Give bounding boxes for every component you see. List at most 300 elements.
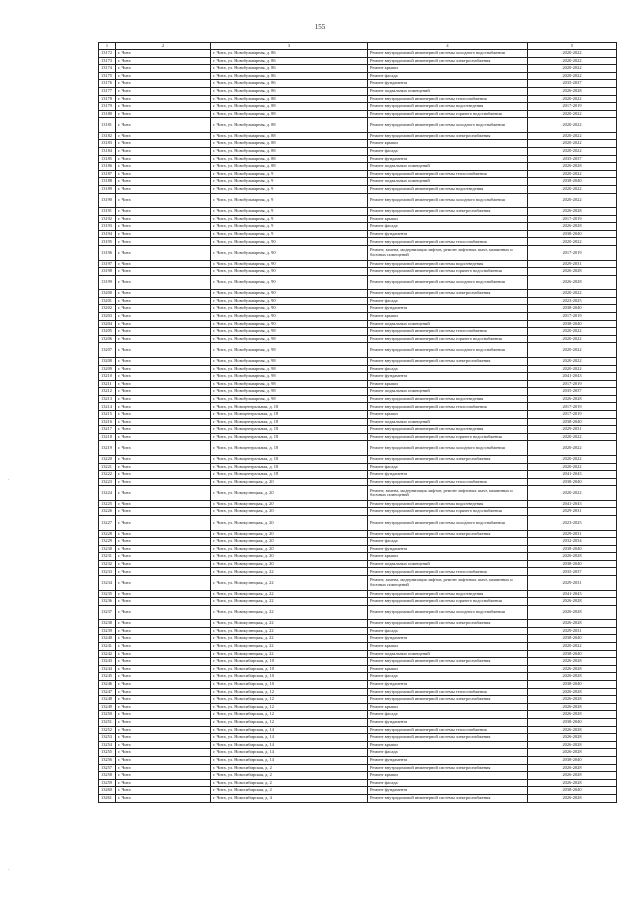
table-row [99, 643, 617, 651]
work-type-cell: Ремонт крыши [368, 215, 528, 223]
row-number: 13228 [99, 530, 116, 538]
row-number: 13213 [99, 395, 116, 403]
address-cell: г. Чита, ул. Новокузнецкая, д. 22 [211, 650, 368, 658]
address-cell: г. Чита, ул. Новосибирская, д. 10 [211, 658, 368, 666]
work-type-cell: Ремонт фасада [368, 673, 528, 681]
row-number: 13221 [99, 463, 116, 471]
row-number: 13189 [99, 186, 116, 194]
municipality-cell: г. Чита [116, 87, 211, 95]
address-cell: г. Чита, ул. Новокузнецкая, д. 20 [211, 530, 368, 538]
municipality-cell: г. Чита [116, 553, 211, 561]
municipality-cell: г. Чита [116, 741, 211, 749]
row-number: 13250 [99, 711, 116, 719]
work-type-cell: Ремонт внутридомовой инженерной системы холодного водоснабжения [368, 50, 528, 58]
address-cell: г. Чита, ул. Новобульварная, д. 90 [211, 238, 368, 246]
table-row [99, 545, 617, 553]
period-cell: 2017-2019 [528, 411, 617, 419]
work-type-cell: Ремонт внутридомовой инженерной системы горячего водоснабжения [368, 268, 528, 276]
municipality-cell: г. Чита [116, 665, 211, 673]
work-type-cell: Ремонт внутридомовой инженерной системы холодного водоснабжения [368, 275, 528, 290]
table-row [99, 734, 617, 742]
period-cell: 2026-2028 [528, 275, 617, 290]
table-row [99, 749, 617, 757]
table-row [99, 320, 617, 328]
table-row [99, 772, 617, 780]
period-cell: 2017-2019 [528, 380, 617, 388]
work-type-cell: Ремонт внутридомовой инженерной системы электроснабжения [368, 208, 528, 216]
row-number: 13234 [99, 576, 116, 591]
address-cell: г. Чита, ул. Новобульварная, д. 98 [211, 395, 368, 403]
table-row [99, 193, 617, 208]
table-row [99, 673, 617, 681]
row-number: 13196 [99, 246, 116, 261]
municipality-cell: г. Чита [116, 305, 211, 313]
row-number: 13205 [99, 328, 116, 336]
row-number: 13187 [99, 170, 116, 178]
table-row [99, 65, 617, 73]
work-type-cell: Ремонт крыши [368, 703, 528, 711]
table-row [99, 590, 617, 598]
municipality-cell: г. Чита [116, 290, 211, 298]
work-type-cell: Ремонт, замена, модернизация лифтов, ремонт лифтовых шахт, машинных и блочных помещений [368, 246, 528, 261]
row-number: 13225 [99, 500, 116, 508]
period-cell: 2029-2031 [528, 576, 617, 591]
row-number: 13240 [99, 635, 116, 643]
row-number: 13181 [99, 118, 116, 133]
row-number: 13206 [99, 335, 116, 343]
address-cell: г. Чита, ул. Новосибирская, д. 10 [211, 673, 368, 681]
address-cell: г. Чита, ул. Новобульварная, д. 88 [211, 155, 368, 163]
table-row [99, 688, 617, 696]
row-number: 13199 [99, 275, 116, 290]
column-number-row [99, 43, 617, 50]
municipality-cell: г. Чита [116, 530, 211, 538]
municipality-cell: г. Чита [116, 103, 211, 111]
municipality-cell: г. Чита [116, 772, 211, 780]
table-row [99, 246, 617, 261]
period-cell: 2041-2043 [528, 471, 617, 479]
municipality-cell: г. Чита [116, 627, 211, 635]
work-type-cell: Ремонт фундамента [368, 635, 528, 643]
table-row [99, 357, 617, 365]
municipality-cell: г. Чита [116, 403, 211, 411]
table-row [99, 380, 617, 388]
period-cell: 2026-2028 [528, 764, 617, 772]
address-cell: г. Чита, ул. Новобульварная, д. 9 [211, 230, 368, 238]
work-type-cell: Ремонт фасада [368, 72, 528, 80]
period-cell: 2020-2022 [528, 118, 617, 133]
period-cell: 2026-2028 [528, 734, 617, 742]
column-header: 4 [368, 43, 528, 50]
table-row [99, 463, 617, 471]
work-type-cell: Ремонт внутридомовой инженерной системы водоотведения [368, 426, 528, 434]
row-number: 13224 [99, 486, 116, 501]
municipality-cell: г. Чита [116, 500, 211, 508]
address-cell: г. Чита, ул. Новокузнецкая, д. 22 [211, 576, 368, 591]
municipality-cell: г. Чита [116, 223, 211, 231]
table-row [99, 403, 617, 411]
address-cell: г. Чита, ул. Новосибирская, д. 12 [211, 703, 368, 711]
work-type-cell: Ремонт подвальных помещений [368, 388, 528, 396]
municipality-cell: г. Чита [116, 80, 211, 88]
period-cell: 2020-2022 [528, 238, 617, 246]
period-cell: 2029-2031 [528, 508, 617, 516]
period-cell: 2038-2040 [528, 681, 617, 689]
work-type-cell: Ремонт внутридомовой инженерной системы холодного водоснабжения [368, 193, 528, 208]
table-row [99, 696, 617, 704]
row-number: 13242 [99, 650, 116, 658]
municipality-cell: г. Чита [116, 357, 211, 365]
address-cell: г. Чита, ул. Новобульварная, д. 88 [211, 140, 368, 148]
row-number: 13176 [99, 80, 116, 88]
address-cell: г. Чита, ул. Новокузнецкая, д. 20 [211, 538, 368, 546]
table-row [99, 620, 617, 628]
work-type-cell: Ремонт внутридомовой инженерной системы водоотведения [368, 186, 528, 194]
address-cell: г. Чита, ул. Новоцентральная, д. 18 [211, 463, 368, 471]
work-type-cell: Ремонт фундамента [368, 230, 528, 238]
work-type-cell: Ремонт внутридомовой инженерной системы электроснабжения [368, 132, 528, 140]
row-number: 13239 [99, 627, 116, 635]
row-number: 13217 [99, 426, 116, 434]
work-type-cell: Ремонт внутридомовой инженерной системы холодного водоснабжения [368, 441, 528, 456]
row-number: 13258 [99, 772, 116, 780]
municipality-cell: г. Чита [116, 658, 211, 666]
address-cell: г. Чита, ул. Новокузнецкая, д. 20 [211, 560, 368, 568]
work-type-cell: Ремонт фасада [368, 223, 528, 231]
period-cell: 2038-2040 [528, 305, 617, 313]
period-cell: 2023-2025 [528, 516, 617, 531]
table-row [99, 764, 617, 772]
address-cell: г. Чита, ул. Новобульварная, д. 86 [211, 57, 368, 65]
table-row [99, 373, 617, 381]
period-cell: 2038-2040 [528, 320, 617, 328]
period-cell: 2020-2022 [528, 193, 617, 208]
address-cell: г. Чита, ул. Новосибирская, д. 2 [211, 787, 368, 795]
row-number: 13219 [99, 441, 116, 456]
address-cell: г. Чита, ул. Новокузнецкая, д. 20 [211, 508, 368, 516]
address-cell: г. Чита, ул. Новосибирская, д. 14 [211, 734, 368, 742]
period-cell: 2020-2022 [528, 455, 617, 463]
address-cell: г. Чита, ул. Новобульварная, д. 98 [211, 335, 368, 343]
table-row [99, 500, 617, 508]
address-cell: г. Чита, ул. Новобульварная, д. 90 [211, 305, 368, 313]
table-row [99, 455, 617, 463]
row-number: 13198 [99, 268, 116, 276]
period-cell: 2026-2028 [528, 163, 617, 171]
period-cell: 2026-2028 [528, 605, 617, 620]
row-number: 13218 [99, 433, 116, 441]
address-cell: г. Чита, ул. Новокузнецкая, д. 20 [211, 478, 368, 486]
column-header: 2 [116, 43, 211, 50]
table-row [99, 87, 617, 95]
municipality-cell: г. Чита [116, 365, 211, 373]
period-cell: 2026-2028 [528, 553, 617, 561]
address-cell: г. Чита, ул. Новосибирская, д. 12 [211, 696, 368, 704]
work-type-cell: Ремонт крыши [368, 553, 528, 561]
row-number: 13211 [99, 380, 116, 388]
period-cell: 2026-2028 [528, 703, 617, 711]
period-cell: 2026-2028 [528, 772, 617, 780]
period-cell: 2038-2040 [528, 650, 617, 658]
table-row [99, 343, 617, 358]
table-row [99, 223, 617, 231]
address-cell: г. Чита, ул. Новобульварная, д. 9 [211, 178, 368, 186]
table-row [99, 57, 617, 65]
row-number: 13210 [99, 373, 116, 381]
period-cell: 2026-2028 [528, 741, 617, 749]
work-type-cell: Ремонт крыши [368, 313, 528, 321]
municipality-cell: г. Чита [116, 65, 211, 73]
row-number: 13261 [99, 794, 116, 802]
scan-mark: · [8, 868, 10, 873]
municipality-cell: г. Чита [116, 215, 211, 223]
address-cell: г. Чита, ул. Новобульварная, д. 9 [211, 208, 368, 216]
work-type-cell: Ремонт подвальных помещений [368, 320, 528, 328]
table-row [99, 140, 617, 148]
table-row [99, 650, 617, 658]
work-type-cell: Ремонт внутридомовой инженерной системы холодного водоснабжения [368, 516, 528, 531]
work-type-cell: Ремонт внутридомовой инженерной системы водоотведения [368, 103, 528, 111]
municipality-cell: г. Чита [116, 230, 211, 238]
row-number: 13241 [99, 643, 116, 651]
address-cell: г. Чита, ул. Новокузнецкая, д. 20 [211, 486, 368, 501]
municipality-cell: г. Чита [116, 455, 211, 463]
municipality-cell: г. Чита [116, 605, 211, 620]
address-cell: г. Чита, ул. Новобульварная, д. 90 [211, 313, 368, 321]
work-type-cell: Ремонт внутридомовой инженерной системы электроснабжения [368, 290, 528, 298]
work-type-cell: Ремонт внутридомовой инженерной системы электроснабжения [368, 530, 528, 538]
municipality-cell: г. Чита [116, 148, 211, 156]
address-cell: г. Чита, ул. Новобульварная, д. 9 [211, 223, 368, 231]
row-number: 13182 [99, 132, 116, 140]
row-number: 13185 [99, 155, 116, 163]
period-cell: 2032-2034 [528, 538, 617, 546]
address-cell: г. Чита, ул. Новобульварная, д. 98 [211, 388, 368, 396]
municipality-cell: г. Чита [116, 343, 211, 358]
address-cell: г. Чита, ул. Новокузнецкая, д. 22 [211, 635, 368, 643]
address-cell: г. Чита, ул. Новобульварная, д. 86 [211, 87, 368, 95]
table-row [99, 238, 617, 246]
row-number: 13190 [99, 193, 116, 208]
column-header: 1 [99, 43, 116, 50]
address-cell: г. Чита, ул. Новобульварная, д. 98 [211, 365, 368, 373]
work-type-cell: Ремонт крыши [368, 65, 528, 73]
address-cell: г. Чита, ул. Новобульварная, д. 88 [211, 95, 368, 103]
municipality-cell: г. Чита [116, 95, 211, 103]
address-cell: г. Чита, ул. Новоцентральная, д. 18 [211, 426, 368, 434]
period-cell: 2026-2028 [528, 598, 617, 606]
row-number: 13191 [99, 208, 116, 216]
work-type-cell: Ремонт фундамента [368, 80, 528, 88]
period-cell: 2029-2031 [528, 627, 617, 635]
row-number: 13179 [99, 103, 116, 111]
municipality-cell: г. Чита [116, 275, 211, 290]
address-cell: г. Чита, ул. Новобульварная, д. 88 [211, 132, 368, 140]
table-row [99, 794, 617, 802]
row-number: 13227 [99, 516, 116, 531]
address-cell: г. Чита, ул. Новокузнецкая, д. 22 [211, 620, 368, 628]
work-type-cell: Ремонт внутридомовой инженерной системы теплоснабжения [368, 688, 528, 696]
municipality-cell: г. Чита [116, 471, 211, 479]
municipality-cell: г. Чита [116, 576, 211, 591]
row-number: 13230 [99, 545, 116, 553]
address-cell: г. Чита, ул. Новоцентральная, д. 18 [211, 441, 368, 456]
municipality-cell: г. Чита [116, 208, 211, 216]
row-number: 13235 [99, 590, 116, 598]
period-cell: 2026-2028 [528, 268, 617, 276]
period-cell: 2017-2019 [528, 403, 617, 411]
period-cell: 2026-2028 [528, 87, 617, 95]
address-cell: г. Чита, ул. Новосибирская, д. 2 [211, 764, 368, 772]
table-row [99, 779, 617, 787]
row-number: 13231 [99, 553, 116, 561]
address-cell: г. Чита, ул. Новобульварная, д. 88 [211, 103, 368, 111]
table-row [99, 726, 617, 734]
row-number: 13220 [99, 455, 116, 463]
address-cell: г. Чита, ул. Новосибирская, д. 4 [211, 794, 368, 802]
address-cell: г. Чита, ул. Новоцентральная, д. 18 [211, 403, 368, 411]
address-cell: г. Чита, ул. Новоцентральная, д. 18 [211, 433, 368, 441]
row-number: 13200 [99, 290, 116, 298]
period-cell: 2026-2028 [528, 696, 617, 704]
address-cell: г. Чита, ул. Новобульварная, д. 98 [211, 373, 368, 381]
row-number: 13248 [99, 696, 116, 704]
municipality-cell: г. Чита [116, 411, 211, 419]
table-row [99, 260, 617, 268]
municipality-cell: г. Чита [116, 328, 211, 336]
period-cell: 2020-2022 [528, 50, 617, 58]
work-type-cell: Ремонт фасада [368, 365, 528, 373]
table-row [99, 290, 617, 298]
period-cell: 2020-2022 [528, 186, 617, 194]
period-cell: 2026-2028 [528, 665, 617, 673]
municipality-cell: г. Чита [116, 787, 211, 795]
period-cell: 2038-2040 [528, 230, 617, 238]
municipality-cell: г. Чита [116, 463, 211, 471]
row-number: 13177 [99, 87, 116, 95]
address-cell: г. Чита, ул. Новосибирская, д. 14 [211, 749, 368, 757]
table-row [99, 471, 617, 479]
address-cell: г. Чита, ул. Новобульварная, д. 90 [211, 268, 368, 276]
work-type-cell: Ремонт внутридомовой инженерной системы теплоснабжения [368, 403, 528, 411]
municipality-cell: г. Чита [116, 478, 211, 486]
municipality-cell: г. Чита [116, 711, 211, 719]
period-cell: 2020-2022 [528, 65, 617, 73]
table-row [99, 787, 617, 795]
table-row [99, 508, 617, 516]
address-cell: г. Чита, ул. Новокузнецкая, д. 20 [211, 545, 368, 553]
address-cell: г. Чита, ул. Новобульварная, д. 90 [211, 290, 368, 298]
address-cell: г. Чита, ул. Новосибирская, д. 2 [211, 779, 368, 787]
address-cell: г. Чита, ул. Новосибирская, д. 14 [211, 741, 368, 749]
table-row [99, 530, 617, 538]
municipality-cell: г. Чита [116, 749, 211, 757]
row-number: 13215 [99, 411, 116, 419]
municipality-cell: г. Чита [116, 545, 211, 553]
period-cell: 2020-2022 [528, 357, 617, 365]
page-number: 155 [314, 23, 326, 31]
period-cell: 2038-2040 [528, 478, 617, 486]
period-cell: 2026-2028 [528, 726, 617, 734]
address-cell: г. Чита, ул. Новокузнецкая, д. 22 [211, 627, 368, 635]
period-cell: 2020-2022 [528, 335, 617, 343]
address-cell: г. Чита, ул. Новокузнецкая, д. 22 [211, 568, 368, 576]
table-row [99, 605, 617, 620]
municipality-cell: г. Чита [116, 178, 211, 186]
address-cell: г. Чита, ул. Новосибирская, д. 14 [211, 726, 368, 734]
row-number: 13233 [99, 568, 116, 576]
municipality-cell: г. Чита [116, 516, 211, 531]
address-cell: г. Чита, ул. Новобульварная, д. 86 [211, 65, 368, 73]
address-cell: г. Чита, ул. Новобульварная, д. 88 [211, 118, 368, 133]
row-number: 13193 [99, 223, 116, 231]
municipality-cell: г. Чита [116, 72, 211, 80]
row-number: 13236 [99, 598, 116, 606]
work-type-cell: Ремонт крыши [368, 140, 528, 148]
period-cell: 2035-2037 [528, 80, 617, 88]
address-cell: г. Чита, ул. Новоцентральная, д. 18 [211, 411, 368, 419]
row-number: 13256 [99, 756, 116, 764]
table-row [99, 598, 617, 606]
period-cell: 2020-2022 [528, 110, 617, 118]
address-cell: г. Чита, ул. Новокузнецкая, д. 22 [211, 605, 368, 620]
period-cell: 2020-2022 [528, 343, 617, 358]
address-cell: г. Чита, ул. Новобульварная, д. 90 [211, 275, 368, 290]
work-type-cell: Ремонт фундамента [368, 471, 528, 479]
row-number: 13245 [99, 673, 116, 681]
work-type-cell: Ремонт фундамента [368, 681, 528, 689]
period-cell: 2038-2040 [528, 756, 617, 764]
table-row [99, 297, 617, 305]
work-type-cell: Ремонт внутридомовой инженерной системы теплоснабжения [368, 170, 528, 178]
work-type-cell: Ремонт внутридомовой инженерной системы теплоснабжения [368, 568, 528, 576]
municipality-cell: г. Чита [116, 238, 211, 246]
row-number: 13252 [99, 726, 116, 734]
municipality-cell: г. Чита [116, 696, 211, 704]
municipality-cell: г. Чита [116, 268, 211, 276]
address-cell: г. Чита, ул. Новобульварная, д. 98 [211, 343, 368, 358]
row-number: 13175 [99, 72, 116, 80]
table-row [99, 388, 617, 396]
table-row [99, 163, 617, 171]
work-type-cell: Ремонт фасада [368, 711, 528, 719]
period-cell: 2026-2028 [528, 794, 617, 802]
municipality-cell: г. Чита [116, 313, 211, 321]
row-number: 13180 [99, 110, 116, 118]
period-cell: 2029-2031 [528, 426, 617, 434]
table-row [99, 80, 617, 88]
period-cell: 2017-2019 [528, 215, 617, 223]
period-cell: 2041-2043 [528, 373, 617, 381]
work-type-cell: Ремонт внутридомовой инженерной системы холодного водоснабжения [368, 118, 528, 133]
work-type-cell: Ремонт внутридомовой инженерной системы холодного водоснабжения [368, 343, 528, 358]
municipality-cell: г. Чита [116, 734, 211, 742]
address-cell: г. Чита, ул. Новобульварная, д. 9 [211, 193, 368, 208]
period-cell: 2026-2028 [528, 208, 617, 216]
address-cell: г. Чита, ул. Новобульварная, д. 98 [211, 328, 368, 336]
table-row [99, 741, 617, 749]
table-row [99, 110, 617, 118]
period-cell: 2020-2022 [528, 463, 617, 471]
address-cell: г. Чита, ул. Новобульварная, д. 90 [211, 320, 368, 328]
municipality-cell: г. Чита [116, 163, 211, 171]
work-type-cell: Ремонт внутридомовой инженерной системы теплоснабжения [368, 478, 528, 486]
row-number: 13244 [99, 665, 116, 673]
work-type-cell: Ремонт внутридомовой инженерной системы водоотведения [368, 395, 528, 403]
municipality-cell: г. Чита [116, 726, 211, 734]
table-row [99, 215, 617, 223]
work-type-cell: Ремонт фундамента [368, 718, 528, 726]
